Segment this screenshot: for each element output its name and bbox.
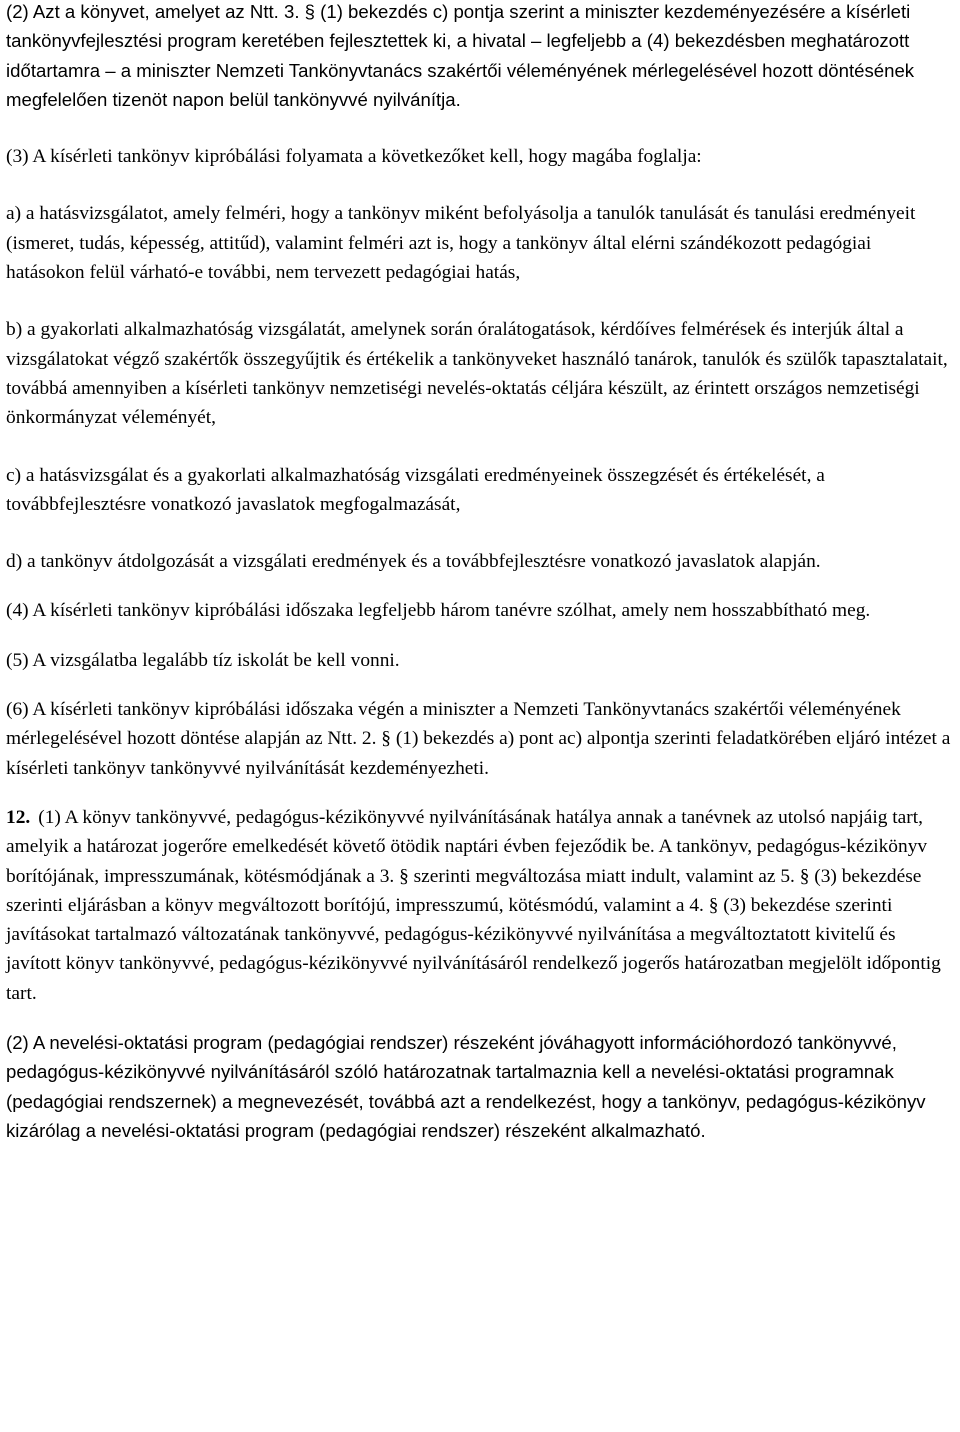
- paragraph-12-1-text: (1) A könyv tankönyvvé, pedagógus-kézikönyvvé nyilvánításának hatálya annak a tanévnek az utolsó napjáig tart, amelyik a határozat jogerőre emelkedését követő ötödik naptári évben fejeződik be. A tankönyv, pedagógus-kézikönyv borítójának, impresszumának, kötésmódjának a 3. § szerinti megváltozása miatt indult, valamint az 5. § (3) bekezdése szerinti eljárásban a könyv megváltozott borítójú, impresszumú, kötésmódú, valamint a 4. § (3) bekezdése szerinti javításokat tartalmazó változatának tankönyvvé, pedagógus-kézikönyvvé nyilvánítása a megváltoztatott kivitelű és javított könyv tankönyvvé, pedagógus-kézikönyvvé nyilvánításáról rendelkező jogerős határozatban megjelölt időpontig tart.: [6, 806, 941, 1004]
- paragraph-11-4: (4) A kísérleti tankönyv kipróbálási időszaka legfeljebb három tanévre szólhat, amely nem hosszabbítható meg.: [6, 600, 871, 622]
- paragraph-11-3-b: b) a gyakorlati alkalmazhatóság vizsgálatát, amelynek során óralátogatások, kérdőíves felmérések és interjúk által a vizsgálatokat végző szakértők összegyűjtik és értékelik a tankönyveket használó tanárok, tanulók és szülők tapasztalatait, továbbá amennyiben a kísérleti tankönyv nemzetiségi nevelés-oktatás céljára készült, az érintett országos nemzetiségi önkormányzat véleményét,: [6, 319, 948, 429]
- paragraph-11-5: (5) A vizsgálatba legalább tíz iskolát be kell vonni.: [6, 649, 400, 671]
- document-page: [6, 0, 954, 1145]
- paragraph-11-2: (2) Azt a könyvet, amelyet az Ntt. 3. § (1) bekezdés c) pontja szerint a miniszter kezdeményezésére a kísérleti tankönyvfejlesztési program keretében fejlesztettek ki, a hivatal – legfeljebb a (4) bekezdésben meghatározott időtartamra – a miniszter Nemzeti Tankönyvtanács szakértői véleményének mérlegelésével hozott döntésének megfelelően tizenöt napon belül tankönyvvé nyilvánítja.: [6, 1, 915, 110]
- paragraph-11-3-d: d) a tankönyv átdolgozását a vizsgálati eredmények és a továbbfejlesztésre vonatkozó javaslatok alapján.: [6, 551, 821, 573]
- paragraph-11-3-a: a) a hatásvizsgálatot, amely felméri, hogy a tankönyv miként befolyásolja a tanulók tanulását és tanulási eredményeit (ismeret, tudás, képesség, attitűd), valamint felméri azt is, hogy a tankönyv által elérni szándékozott pedagógiai hatásokon felül várható-e további, nem tervezett pedagógiai hatás,: [6, 203, 916, 284]
- paragraph-11-6: (6) A kísérleti tankönyv kipróbálási időszaka végén a miniszter a Nemzeti Tankönyvtanács szakértői véleményének mérlegelésével hozott döntése alapján az Ntt. 2. § (1) bekezdés a) pont ac) alpontja szerinti feladatkörében eljáró intézet a kísérleti tankönyv tankönyvvé nyilvánítását kezdeményezheti.: [6, 699, 951, 779]
- paragraph-11-3-c: c) a hatásvizsgálat és a gyakorlati alkalmazhatóság vizsgálati eredményeinek összegzését és értékelését, a továbbfejlesztésre vonatkozó javaslatok megfogalmazását,: [6, 464, 825, 515]
- paragraph-11-3: (3) A kísérleti tankönyv kipróbálási folyamata a következőket kell, hogy magába foglalja:: [6, 146, 702, 168]
- section-number: 12.: [6, 806, 31, 828]
- paragraph-12-2: (2) A nevelési-oktatási program (pedagógiai rendszer) részeként jóváhagyott információhordozó tankönyvvé, pedagógus-kézikönyvvé nyilvánításáról szóló határozatnak tartalmaznia kell a nevelési-oktatási programnak (pedagógiai rendszernek) a megnevezését, továbbá azt a rendelkezést, hogy a tankönyv, pedagógus-kézikönyv kizárólag a nevelési-oktatási program (pedagógiai rendszer) részeként alkalmazható.: [6, 1032, 926, 1141]
- paragraph-12-1: [6, 803, 954, 1008]
